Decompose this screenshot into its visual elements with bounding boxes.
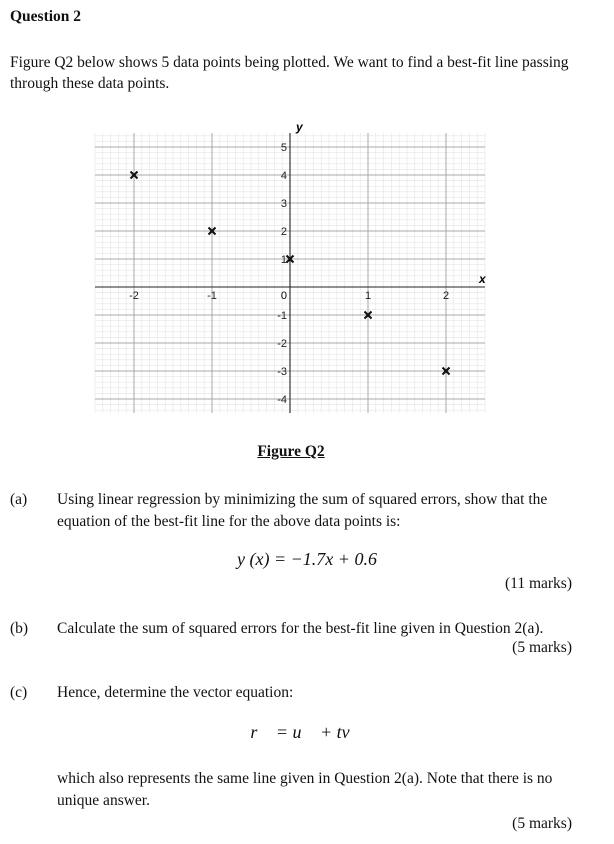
part-a-marks: (11 marks)	[504, 575, 572, 592]
origin-label: 0	[280, 290, 287, 302]
figure-q2-scatter-plot	[90, 118, 490, 418]
part-b-text: Calculate the sum of squared errors for the best-fit line given in Question 2(a).	[57, 620, 544, 637]
question-title: Question 2	[10, 8, 82, 25]
tick-labels	[129, 142, 449, 406]
x-axis-label: x	[479, 272, 486, 286]
y-tick-label: 1	[280, 254, 287, 266]
y-tick-label: -1	[277, 310, 287, 322]
part-a-label: (a)	[10, 491, 28, 508]
part-c-followup: which also represents the same line given in Question 2(a). Note that there is no unique answer.	[57, 770, 553, 809]
y-axis-label: y	[296, 120, 303, 134]
y-tick-label: 2	[280, 226, 287, 238]
part-b-marks: (5 marks)	[512, 639, 572, 656]
part-c-equation: r⃗ = u⃗ + tv⃗	[250, 722, 364, 742]
part-c-text: Hence, determine the vector equation:	[57, 684, 294, 701]
y-tick-label: 4	[280, 170, 287, 182]
question-intro: Figure Q2 below shows 5 data points being plotted. We want to find a best-fit line passing through these data points.	[10, 54, 569, 92]
y-tick-label: 3	[280, 198, 287, 210]
x-tick-label: -2	[129, 290, 139, 302]
x-tick-label: 1	[364, 290, 372, 302]
x-tick-label: 2	[442, 290, 450, 302]
part-c-marks: (5 marks)	[512, 815, 572, 832]
x-tick-label: -1	[207, 290, 217, 302]
part-a-equation-rhs: −1.7x + 0.6	[290, 549, 377, 569]
part-a-equation-lhs: y (x) =	[237, 549, 291, 569]
part-a-equation	[0, 549, 614, 570]
part-b-label: (b)	[10, 620, 29, 637]
part-c-label: (c)	[10, 684, 28, 701]
y-tick-label: -2	[277, 338, 287, 350]
y-tick-label: 5	[280, 142, 287, 154]
y-tick-label: -4	[277, 394, 287, 406]
y-tick-label: -3	[277, 366, 287, 378]
part-a-text: Using linear regression by minimizing the sum of squared errors, show that the equation of the best-fit line for the above data points is:	[57, 491, 548, 530]
figure-caption: Figure Q2	[257, 443, 325, 460]
